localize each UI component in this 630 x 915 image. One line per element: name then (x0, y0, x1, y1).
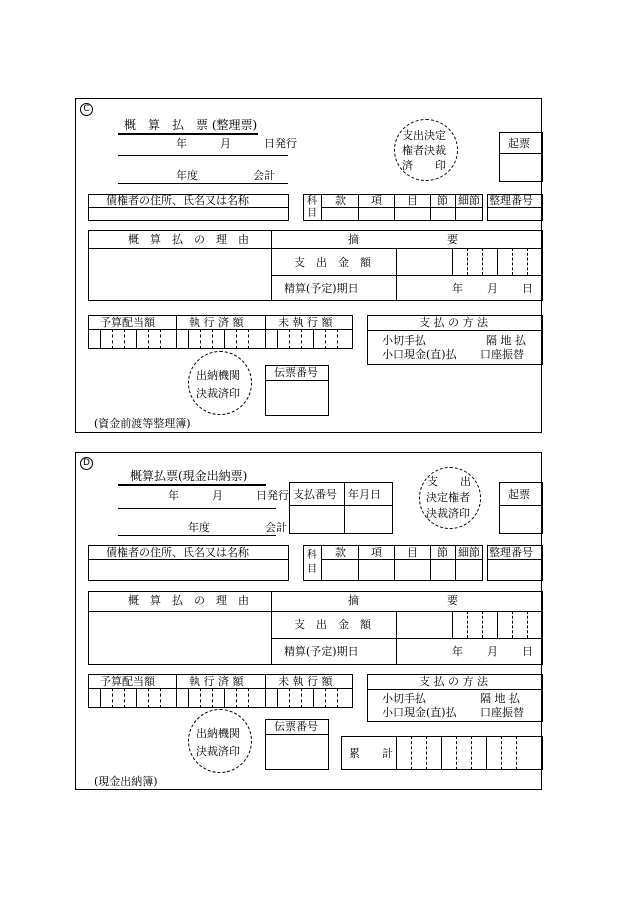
method-kakuchi: 隔 地 払 (486, 334, 526, 347)
denpyo-divider (265, 380, 329, 381)
stamp-line-2: 決定権者 (426, 491, 470, 504)
ruikei-label: 累 計 (349, 747, 393, 760)
col-saisetsu: 細節 (458, 194, 480, 207)
budget-digit (236, 688, 237, 708)
budget-digit (160, 688, 161, 708)
budget-digit (248, 688, 249, 708)
ruikei-digit (426, 736, 427, 770)
suito-line-1: 出納機関 (196, 369, 240, 382)
seisan-month: 月 (487, 282, 498, 295)
seisan-date: 精算(予定)期日 (284, 645, 359, 658)
reason-label: 概 算 払 の 理 由 (128, 233, 249, 246)
amount-divider (271, 638, 543, 639)
suito-line-1: 出納機関 (196, 727, 240, 740)
ruikei-digit (516, 736, 517, 770)
amount-sep (396, 248, 397, 301)
shiharai-bango-label: 支払番号 (293, 488, 337, 501)
amount-digit-dash-3 (512, 248, 513, 275)
budget-sep-1 (176, 674, 177, 708)
form-c-date-line: 年 月 日発行 (176, 137, 297, 150)
method-kogitte: 小切手払 (382, 334, 426, 347)
kihyo-divider (499, 153, 543, 154)
shiharai-sep (344, 482, 345, 534)
amount-digit-dash-4 (527, 611, 528, 638)
setsu-sep (455, 194, 456, 221)
method-koguchi: 小口現金(直)払 (382, 706, 457, 719)
col-ko: 項 (371, 194, 382, 207)
payment-method-title: 支 払 の 方 法 (419, 316, 488, 329)
kamoku-divider (321, 207, 483, 208)
form-d-date-line: 年 月 日発行 (168, 489, 289, 502)
budget-sep-2 (265, 315, 266, 349)
ruikei-digit (471, 736, 472, 770)
amount-digit-sep-1 (452, 611, 453, 638)
tekiyo-label: 摘 要 (348, 594, 458, 607)
stamp-line-1: 支出決定 (402, 129, 446, 142)
kamoku-label: 科目 (307, 550, 317, 575)
moku-sep (430, 194, 431, 221)
title-underline (118, 133, 258, 135)
budget-digit (301, 688, 302, 708)
ko-sep (394, 194, 395, 221)
budget-digit (301, 329, 302, 349)
budget-digit (100, 688, 101, 708)
method-kogitte: 小切手払 (382, 692, 426, 705)
form-d-title: 概算払票(現金出納票) (130, 469, 248, 483)
budget-digit (224, 688, 225, 708)
budget-sep-1 (176, 315, 177, 349)
budget-digit (188, 329, 189, 349)
stamp-line-3: 決裁済印 (426, 507, 470, 520)
ko-sep (394, 545, 395, 581)
seiri-bango-label: 整理番号 (489, 194, 533, 207)
seisan-year: 年 (452, 645, 463, 658)
budget-digit (200, 688, 201, 708)
creditor-label: 債権者の住所、氏名又は名称 (106, 194, 249, 207)
stamp-line-2: 権者決裁 (402, 144, 446, 157)
budget-digit (124, 329, 125, 349)
payment-divider (367, 689, 543, 690)
budget-digit (277, 329, 278, 349)
budget-digit (148, 688, 149, 708)
seisan-day: 日 (522, 282, 533, 295)
seiri-bango-label: 整理番号 (489, 546, 533, 559)
amount-digit-sep-2 (497, 611, 498, 638)
amount-digit-dash-1 (467, 611, 468, 638)
date-underline (118, 508, 276, 509)
budget-digit (325, 688, 326, 708)
kan-sep (358, 194, 359, 221)
nengappi-label: 年月日 (348, 488, 381, 501)
budget-digit (124, 688, 125, 708)
col-ko: 項 (371, 546, 382, 559)
form-d (75, 452, 542, 790)
budget-digit (148, 329, 149, 349)
budget-digit (337, 329, 338, 349)
denpyo-bango-label: 伝票番号 (274, 720, 318, 733)
ruikei-sep (396, 736, 397, 770)
col-moku: 目 (407, 546, 418, 559)
amount-digit-dash-2 (482, 611, 483, 638)
col-kan: 款 (335, 546, 346, 559)
form-c-fiscal-line: 年度 会計 (176, 169, 275, 182)
form-c (75, 98, 542, 433)
suito-stamp-circle (188, 351, 252, 415)
kamoku-divider (321, 559, 483, 560)
method-koguchi: 小口現金(直)払 (382, 348, 457, 361)
col-moku: 目 (407, 194, 418, 207)
amount-digit-sep-2 (497, 248, 498, 275)
creditor-divider (88, 207, 289, 208)
kamoku-label: 科目 (307, 196, 317, 219)
amount-digit-dash-2 (482, 248, 483, 275)
method-koza: 口座振替 (480, 706, 524, 719)
col-setsu: 節 (437, 194, 448, 207)
amount-digit-dash-3 (512, 611, 513, 638)
budget-col-2: 執 行 済 額 (189, 316, 244, 329)
ruikei-digit (501, 736, 502, 770)
method-koza: 口座振替 (480, 348, 524, 361)
budget-digit (136, 688, 137, 708)
amount-digit-dash-1 (467, 248, 468, 275)
seisan-day: 日 (522, 645, 533, 658)
budget-digit (112, 329, 113, 349)
moku-sep (430, 545, 431, 581)
suito-stamp-circle (188, 709, 252, 773)
denpyo-bango-label: 伝票番号 (274, 366, 318, 379)
form-d-letter: D (80, 457, 93, 470)
seiri-divider (487, 207, 543, 208)
reason-header-divider (88, 248, 543, 249)
budget-digit (160, 329, 161, 349)
fiscal-underline (118, 183, 288, 184)
budget-digit (200, 329, 201, 349)
amount-digit-dash-4 (527, 248, 528, 275)
budget-digit (313, 688, 314, 708)
amount-sep (396, 611, 397, 665)
payment-divider (367, 330, 543, 331)
budget-col-1: 予算配当額 (100, 316, 155, 329)
budget-digit (212, 329, 213, 349)
kihyo-divider (499, 505, 543, 506)
kan-sep (358, 545, 359, 581)
budget-digit (224, 329, 225, 349)
suito-line-2: 決裁済印 (196, 745, 240, 758)
ruikei-digit (411, 736, 412, 770)
setsu-sep (455, 545, 456, 581)
shishutsu-kingaku: 支 出 金 額 (294, 256, 371, 269)
budget-digit (325, 329, 326, 349)
amount-digit-sep-1 (452, 248, 453, 275)
kihyo-label: 起票 (508, 137, 530, 150)
budget-digit (100, 329, 101, 349)
ruikei-digit (456, 736, 457, 770)
suito-line-2: 決裁済印 (196, 387, 240, 400)
budget-digit (248, 329, 249, 349)
creditor-divider (88, 559, 289, 560)
form-c-letter: C (80, 103, 93, 116)
reason-header-divider (88, 611, 543, 612)
col-setsu: 節 (437, 546, 448, 559)
ruikei-digit (441, 736, 442, 770)
budget-digit (212, 688, 213, 708)
reason-label: 概 算 払 の 理 由 (128, 594, 249, 607)
budget-sep-2 (265, 674, 266, 708)
date-underline (118, 155, 288, 156)
reason-sep (271, 230, 272, 301)
budget-digit (188, 688, 189, 708)
stamp-line-3: 済 印 (402, 159, 446, 172)
seisan-date: 精算(予定)期日 (284, 282, 359, 295)
denpyo-divider (265, 734, 329, 735)
form-c-footer: (資金前渡等整理簿) (94, 417, 191, 430)
fiscal-underline (118, 535, 276, 536)
budget-digit (289, 688, 290, 708)
kamoku-sep (321, 545, 322, 581)
tekiyo-label: 摘 要 (348, 233, 458, 246)
budget-digit (289, 329, 290, 349)
seisan-year: 年 (452, 282, 463, 295)
budget-digit (337, 688, 338, 708)
reason-sep (271, 591, 272, 665)
budget-digit (136, 329, 137, 349)
form-c-title: 概 算 払 票 (整理票) (124, 118, 258, 132)
budget-digit (277, 688, 278, 708)
budget-digit (112, 688, 113, 708)
budget-col-3: 未 執 行 額 (278, 675, 333, 688)
col-saisetsu: 細節 (458, 546, 480, 559)
budget-col-3: 未 執 行 額 (278, 316, 333, 329)
stamp-line-1: 支 出 (427, 475, 471, 488)
budget-col-1: 予算配当額 (100, 675, 155, 688)
kamoku-box (303, 545, 483, 581)
seiri-divider (487, 559, 543, 560)
budget-digit (236, 329, 237, 349)
method-kakuchi: 隔 地 払 (480, 692, 520, 705)
kihyo-label: 起票 (508, 488, 530, 501)
payment-method-title: 支 払 の 方 法 (419, 675, 488, 688)
amount-divider (271, 275, 543, 276)
budget-digit (313, 329, 314, 349)
title-underline (118, 484, 266, 486)
form-d-footer: (現金出納簿) (94, 775, 158, 788)
shishutsu-kingaku: 支 出 金 額 (294, 618, 371, 631)
seisan-month: 月 (487, 645, 498, 658)
col-kan: 款 (335, 194, 346, 207)
form-d-fiscal-line: 年度 会計 (188, 521, 287, 534)
ruikei-digit (486, 736, 487, 770)
creditor-label: 債権者の住所、氏名又は名称 (106, 546, 249, 559)
shiharai-divider (289, 505, 393, 506)
budget-col-2: 執 行 済 額 (189, 675, 244, 688)
